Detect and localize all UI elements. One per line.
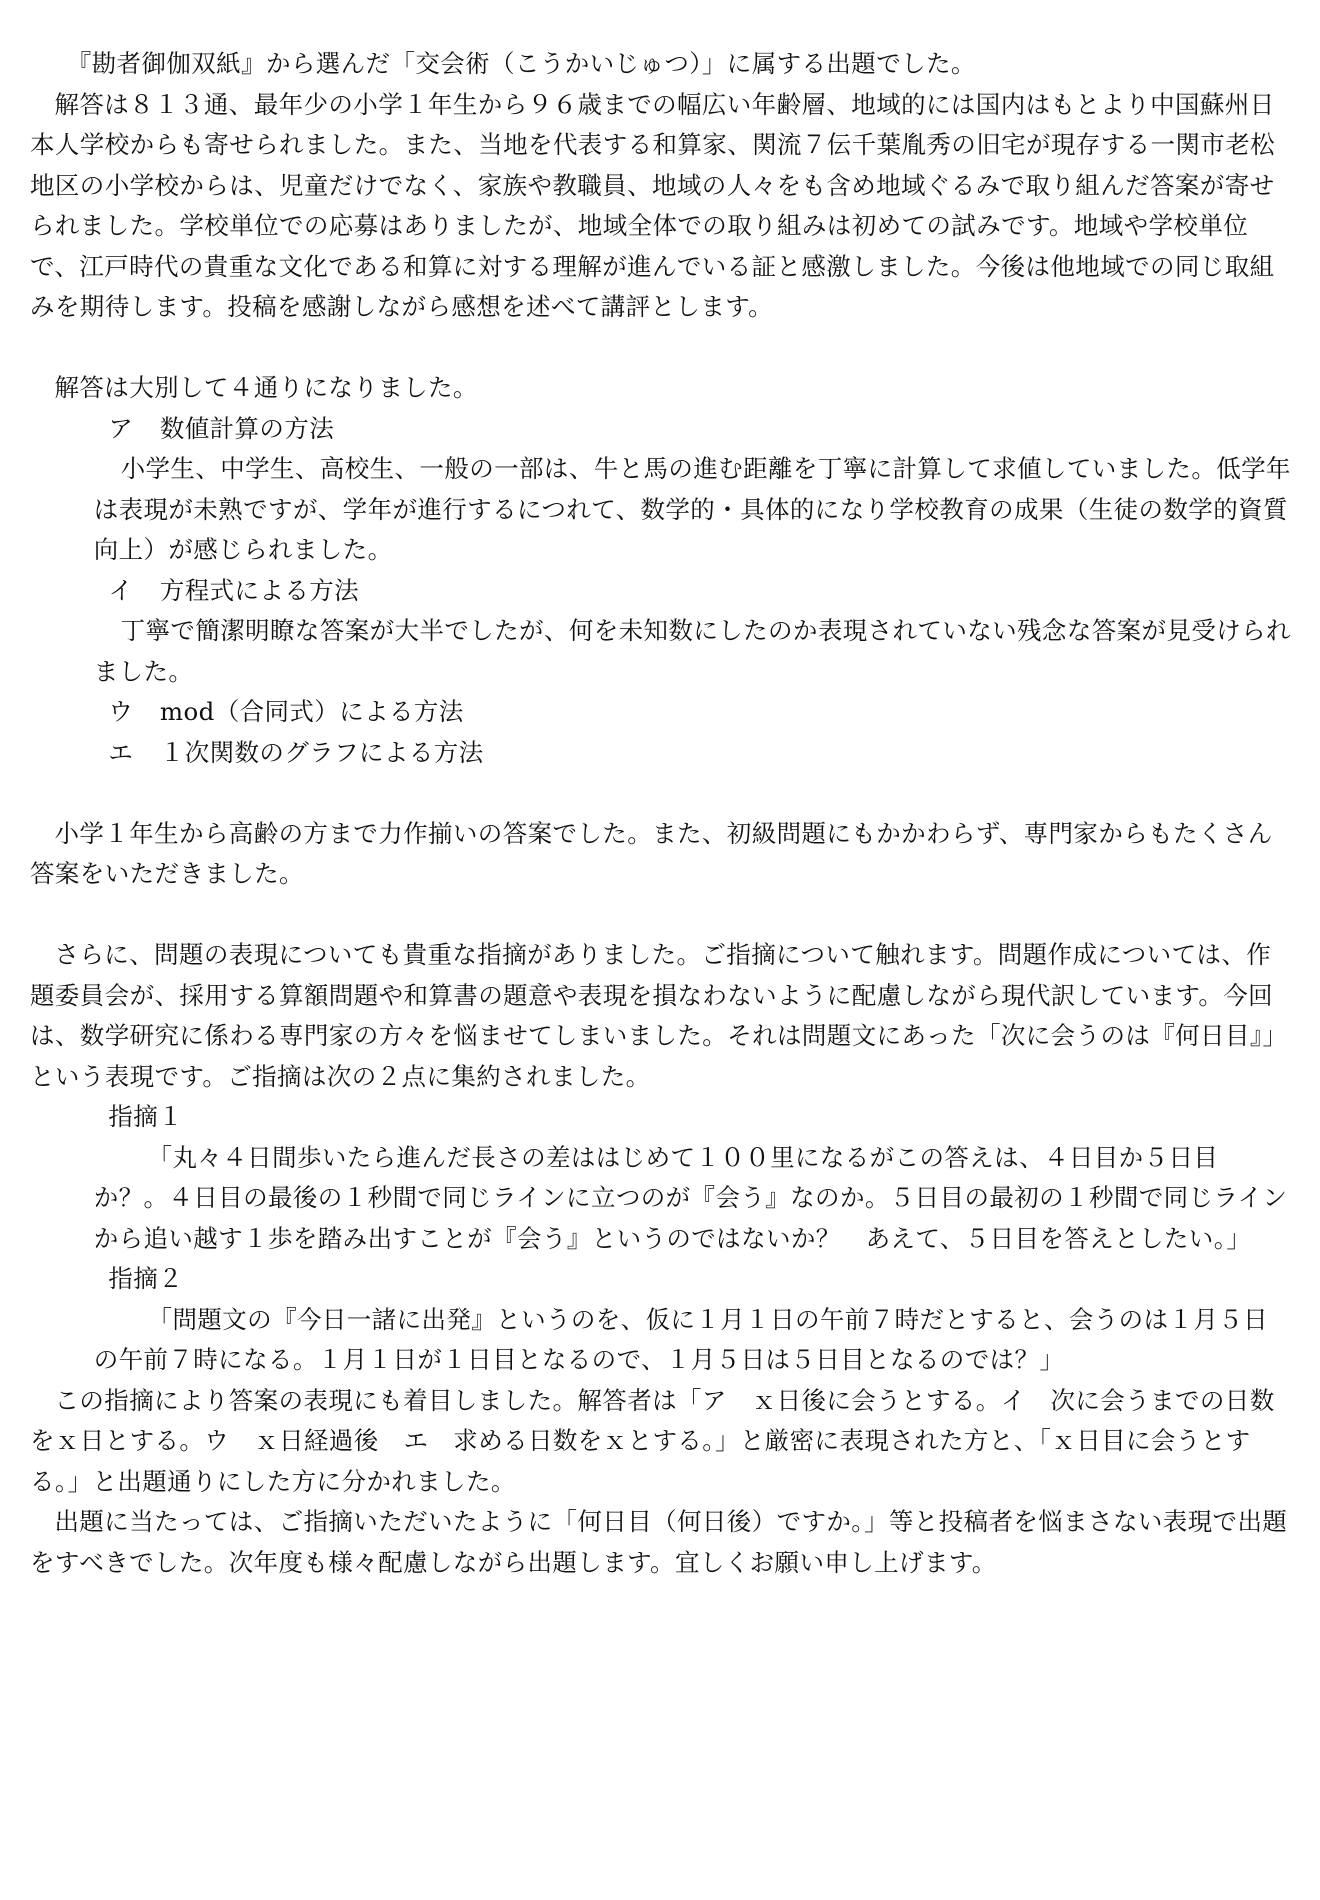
summary-paragraph: 小学１年生から高齢の方まで力作揃いの答案でした。また、初級問題にもかかわらず、専門家からもたくさん答案をいただきました。: [30, 818, 1273, 888]
methods-lead: 解答は大別して４通りになりました。: [54, 373, 478, 402]
remarks-closing: 出題に当たっては、ご指摘いただいたように「何日目（何日後）ですか。」等と投稿者を悩まさない表現で出題をすべきでした。次年度も様々配慮しながら出題します。宜しくお願い申し上げます。: [30, 1507, 1288, 1577]
method-item-a: [30, 409, 1292, 571]
method-title: mod（合同式）による方法: [159, 697, 464, 726]
remark-quote: 「問題文の『今日一諸に出発』というのを、仮に１月１日の午前７時だとすると、会うのは１月５日の午前７時になる。１月１日が１日目となるので、１月５日は５日目となるのでは？」: [93, 1304, 1269, 1374]
method-body: 丁寧で簡潔明瞭な答案が大半でしたが、何を未知数にしたのか表現されていない残念な答案が見受けられました。: [93, 616, 1291, 686]
blank-line: [30, 773, 1292, 814]
method-item-u: [30, 692, 1292, 733]
method-item-e: [30, 733, 1292, 774]
method-body: 小学生、中学生、高校生、一般の一部は、牛と馬の進む距離を丁寧に計算して求値していました。低学年は表現が未熟ですが、学年が進行するにつれて、数学的・具体的になり学校教育の成果（生徒の数学的資質向上）が感じられました。: [93, 454, 1291, 564]
method-mark: イ: [108, 575, 134, 605]
method-mark: エ: [108, 737, 134, 767]
blank-line: [30, 328, 1292, 369]
method-title: 方程式による方法: [159, 575, 360, 605]
remarks-lead: さらに、問題の表現についても貴重な指摘がありました。ご指摘について触れます。問題作成については、作題委員会が、採用する算額問題や和算書の題意や表現を損なわないように配慮しながら現代訳しています。今回は、数学研究に係わる専門家の方々を悩ませてしまいました。それは問題文にあった「次に会うのは『何日目』」という表現です。ご指摘は次の２点に集約されました。: [30, 940, 1288, 1091]
intro-first-line: 『勘者御伽双紙』から選んだ「交会術（こうかいじゅつ）」に属する出題でした。: [66, 49, 976, 78]
remark-point-1: [30, 1097, 1292, 1259]
remark-quote: 「丸々４日間歩いたら進んだ長さの差ははじめて１００里になるがこの答えは、４日目か５日目か？。４日目の最後の１秒間で同じラインに立つのが『会う』なのか。５日目の最初の１秒間で同じラインから追い越す１歩を踏み出すことが『会う』というのではないか？ あえて、５日目を答えとしたい。」: [93, 1142, 1288, 1253]
method-title: 数値計算の方法: [159, 413, 335, 443]
intro-paragraph: 解答は８１３通、最年少の小学１年生から９６歳までの幅広い年齢層、地域的には国内はもとより中国蘇州日本人学校からも寄せられました。また、当地を代表する和算家、関流７伝千葉胤秀の旧宅が現存する一関市老松地区の小学校からは、児童だけでなく、家族や教職員、地域の人々をも含め地域ぐるみで取り組んだ答案が寄せられました。学校単位での応募はありましたが、地域全体での取り組みは初めての試みです。地域や学校単位で、江戸時代の貴重な文化である和算に対する理解が進んでいる証と感激しました。今後は他地域での同じ取組みを期待します。投稿を感謝しながら感想を述べて講評とします。: [30, 89, 1275, 321]
remarks-follow-up: この指摘により答案の表現にも着目しました。解答者は「ア ｘ日後に会うとする。イ 次に会うまでの日数をｘ日とする。ウ ｘ日経過後 エ 求める日数をｘとする。」と厳密に表現された方と、「ｘ日目に会うとする。」と出題通りにした方に分かれました。: [30, 1385, 1275, 1496]
method-mark: ア: [108, 413, 134, 443]
blank-line: [30, 895, 1292, 936]
remark-point-2: [30, 1259, 1292, 1381]
remark-label: 指摘１: [108, 1102, 184, 1131]
remark-label: 指摘２: [108, 1264, 184, 1293]
method-mark: ウ: [108, 697, 134, 726]
method-item-i: [30, 571, 1292, 693]
document-body: [30, 44, 1292, 1583]
method-title: １次関数のグラフによる方法: [159, 737, 484, 767]
